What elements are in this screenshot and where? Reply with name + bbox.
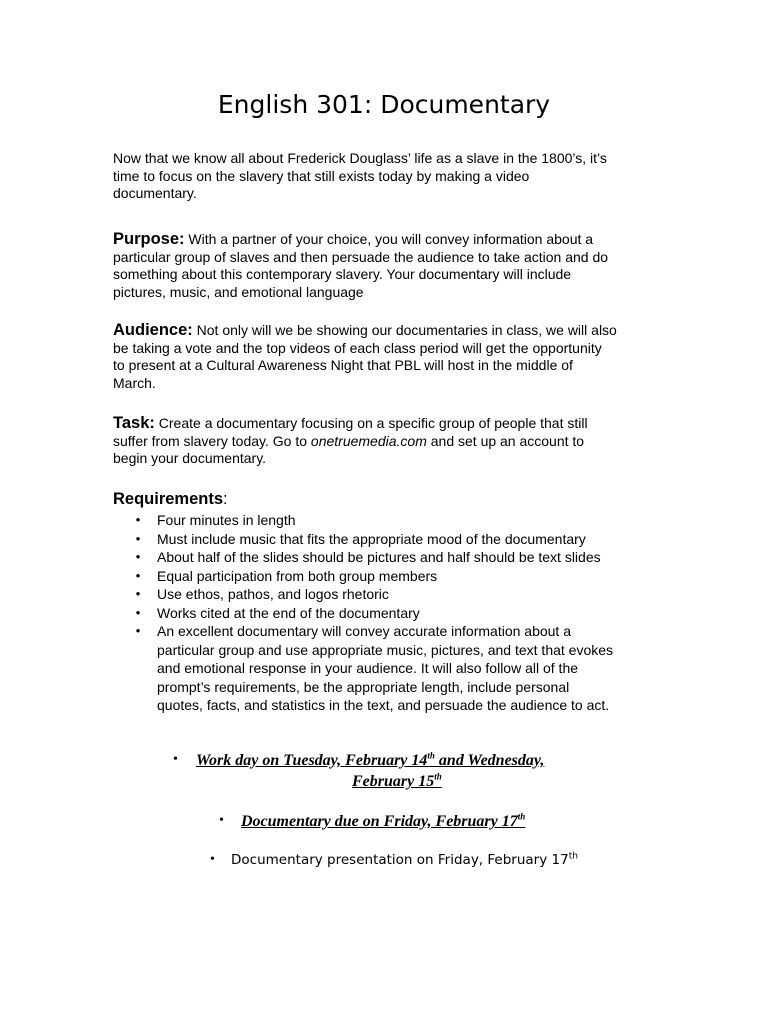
task-line: and set up an account to xyxy=(426,432,585,449)
due-date-line: Documentary due on Friday, February 17th xyxy=(241,811,526,830)
audience-heading: Audience: xyxy=(113,321,193,339)
list-item: • Works cited at the end of the documentary xyxy=(0,604,768,623)
list-item: • Equal participation from both group members xyxy=(0,567,768,586)
list-item: • An excellent documentary will convey accurate information about a particular group and use appropriate music, pictures, and text that evokes and emotional response in your audience. It will also follow all of the prompt’s requirements, be the appropriate length, include personal quotes, facts, and statistics in the text, and persuade the audience to act. xyxy=(0,622,768,715)
requirements-list xyxy=(0,511,768,715)
task-line: begin your documentary. xyxy=(113,450,267,466)
purpose-heading: Purpose: xyxy=(113,230,185,248)
intro-paragraph xyxy=(113,150,673,203)
bullet-icon: • xyxy=(135,549,141,564)
work-day-line: February 15th xyxy=(352,771,442,790)
onetruemedia-link[interactable]: onetruemedia.com xyxy=(310,432,427,449)
work-day-line: Work day on Tuesday, February 14th and Wednesday, xyxy=(196,750,545,769)
purpose-line: particular group of slaves and then persuade the audience to take action and do xyxy=(113,248,609,265)
task-line: suffer from slavery today. Go to xyxy=(113,432,311,449)
document-title: English 301: Documentary xyxy=(217,90,551,119)
bullet-icon: • xyxy=(135,604,141,620)
intro-line: time to focus on the slavery that still exists today by making a video xyxy=(113,167,530,184)
purpose-section xyxy=(113,231,673,301)
list-item: • Four minutes in length xyxy=(0,511,768,530)
audience-text: Not only will we be showing our documentaries in class, we will also xyxy=(192,322,617,338)
bullet-icon: • xyxy=(135,623,141,638)
list-item: • About half of the slides should be pictures and half should be text slides xyxy=(0,548,768,567)
list-item: • Must include music that fits the appropriate mood of the documentary xyxy=(0,530,768,549)
intro-line: documentary. xyxy=(113,185,197,201)
task-heading: Task: xyxy=(113,414,155,432)
bullet-icon: • xyxy=(135,586,141,601)
bullet-icon: • xyxy=(173,752,178,767)
purpose-line: pictures, music, and emotional language xyxy=(113,283,364,300)
bullet-icon: • xyxy=(219,813,224,828)
purpose-line: something about this contemporary slavery. Your documentary will include xyxy=(113,266,572,282)
bullet-icon: • xyxy=(135,567,141,583)
bullet-icon: • xyxy=(210,852,215,867)
presentation-line: Documentary presentation on Friday, February 17th xyxy=(231,851,578,868)
requirements-heading: Requirements: xyxy=(113,490,228,508)
audience-section xyxy=(113,322,673,392)
purpose-text: With a partner of your choice, you will convey information about a xyxy=(184,231,594,247)
audience-line: be taking a vote and the top videos of each class period will get the opportunity xyxy=(113,339,602,356)
bullet-icon: • xyxy=(135,512,141,527)
audience-line: to present at a Cultural Awareness Night that PBL will host in the middle of xyxy=(113,357,573,373)
task-section xyxy=(113,415,673,468)
task-text: Create a documentary focusing on a specific group of people that still xyxy=(154,415,588,431)
intro-line: Now that we know all about Frederick Douglass’ life as a slave in the 1800’s, it’s xyxy=(113,150,607,166)
list-item: • Use ethos, pathos, and logos rhetoric xyxy=(0,585,768,604)
bullet-icon: • xyxy=(135,530,141,546)
audience-line: March. xyxy=(113,374,156,391)
